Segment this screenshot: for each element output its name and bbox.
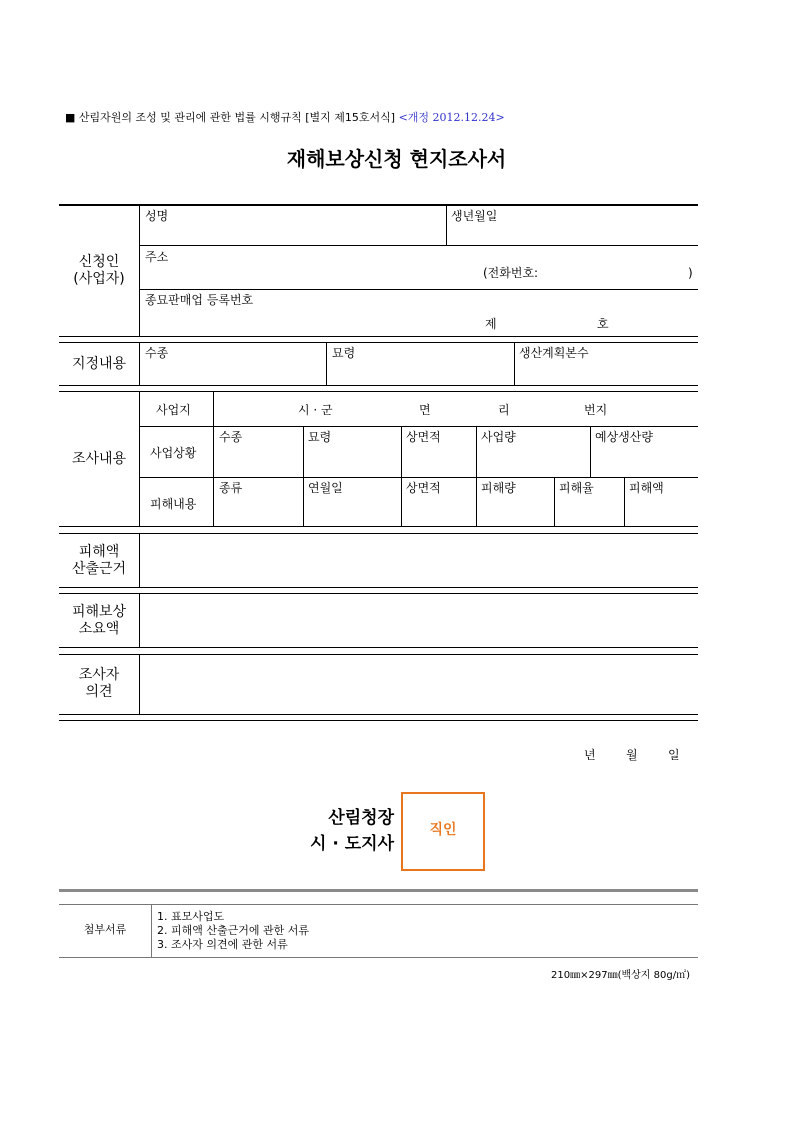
attachments-top-border [59,904,698,905]
damage-basis-line1: 피해액 [78,544,120,560]
damage-basis-bottom-border [59,587,698,588]
birth-label: 생년월일 [451,209,498,223]
opinion-top-border [59,654,698,655]
attachment-item-2: 2. 피해액 산출근거에 관한 서류 [157,924,309,937]
date-month: 월 [626,748,638,762]
status-col-divider-2 [401,427,402,477]
attachments-label: 첨부서류 [83,923,127,936]
damage-col-divider-3 [476,478,477,526]
opinion-bottom-border-2 [59,720,698,721]
site-bunji: 번지 [584,403,608,417]
opinion-divider [139,655,140,714]
damage-basis-divider [139,534,140,587]
signer-subtitle: 시 · 도지사 [310,834,394,854]
compensation-top-border [59,593,698,594]
designation-species-label: 수종 [145,346,169,360]
damage-col-divider-2 [401,478,402,526]
applicant-heading-line2: (사업자) [73,271,125,287]
attachments-bottom-border [59,957,698,958]
registration-je: 제 [485,317,497,331]
status-col-age: 묘령 [308,430,332,444]
damage-basis-line2: 산출근거 [71,561,127,577]
survey-heading: 조사내용 [71,451,127,467]
damage-basis-top-border [59,533,698,534]
damage-col-cost: 피해액 [629,481,664,495]
damage-col-area: 상면적 [406,481,441,495]
damage-col-divider-4 [554,478,555,526]
status-col-divider-3 [476,427,477,477]
compensation-bottom-border [59,647,698,648]
status-label: 사업상황 [150,446,197,460]
status-col-area: 상면적 [406,430,441,444]
applicant-bottom-border [59,336,698,337]
damage-basis-heading [59,544,139,578]
legal-reference-text: ■ 산림자원의 조성 및 관리에 관한 법률 시행규칙 [별지 제15호서식] [65,111,396,124]
paper-size-note: 210㎜×297㎜(백상지 80g/㎡) [551,970,690,981]
compensation-line1: 피해보상 [71,604,127,620]
designation-age-label: 묘령 [332,346,356,360]
status-col-divider-1 [303,427,304,477]
signer-title: 산림청장 [328,808,394,828]
page-title: 재해보상신청 현지조사서 [286,147,507,171]
designation-col-divider-1 [326,343,327,385]
survey-bottom-border [59,526,698,527]
damage-col-rate: 피해율 [559,481,594,495]
applicant-heading-line1: 신청인 [78,254,120,270]
opinion-heading [59,667,139,701]
opinion-line2: 의견 [85,684,113,700]
survey-row-line-2 [139,477,698,478]
survey-divider [139,392,140,526]
name-label: 성명 [145,209,169,223]
survey-row-line-1 [139,426,698,427]
attachment-item-3: 3. 조사자 의견에 관한 서류 [157,938,288,951]
opinion-bottom-border [59,714,698,715]
status-col-species: 수종 [219,430,243,444]
damage-label: 피해내용 [150,497,197,511]
designation-col-divider-2 [514,343,515,385]
status-col-divider-4 [590,427,591,477]
legal-reference [65,111,505,125]
site-label: 사업지 [156,403,191,417]
attachments-divider [151,905,152,957]
site-si: 시 · 군 [298,403,333,417]
name-birth-divider [446,205,447,245]
compensation-line2: 소요액 [78,621,120,637]
compensation-heading [59,604,139,638]
survey-top-border [59,391,698,392]
applicant-row-line-2 [139,289,698,290]
compensation-divider [139,594,140,647]
damage-col-divider-1 [303,478,304,526]
table-top-border [59,204,698,206]
designation-plan-label: 생산계획본수 [519,346,589,360]
address-label: 주소 [145,250,169,264]
attachment-item-1: 1. 표모사업도 [157,910,225,923]
registration-label: 종묘판매업 등록번호 [145,293,254,307]
phone-label: (전화번호: [483,266,539,280]
applicant-divider [139,205,140,336]
status-col-volume: 사업량 [481,430,516,444]
applicant-heading [59,254,139,288]
site-ri: 리 [498,403,510,417]
site-myeon: 면 [419,403,431,417]
official-seal-label: 직인 [429,822,457,838]
date-day: 일 [668,748,680,762]
registration-ho: 호 [597,317,609,331]
date-year: 년 [584,748,596,762]
designation-top-border [59,342,698,343]
damage-col-type: 종류 [219,481,243,495]
revision-note: <개정 2012.12.24> [398,111,505,124]
survey-subheading-divider [213,392,214,526]
status-col-expected: 예상생산량 [595,430,653,444]
attachments-top-rule [59,889,698,892]
opinion-line1: 조사자 [78,667,120,683]
damage-col-date: 연월일 [308,481,343,495]
damage-col-amount: 피해량 [481,481,516,495]
damage-col-divider-5 [624,478,625,526]
designation-bottom-border [59,385,698,386]
applicant-row-line-1 [139,245,698,246]
designation-heading: 지정내용 [71,356,127,372]
designation-divider [139,343,140,385]
phone-close: ) [688,266,693,280]
